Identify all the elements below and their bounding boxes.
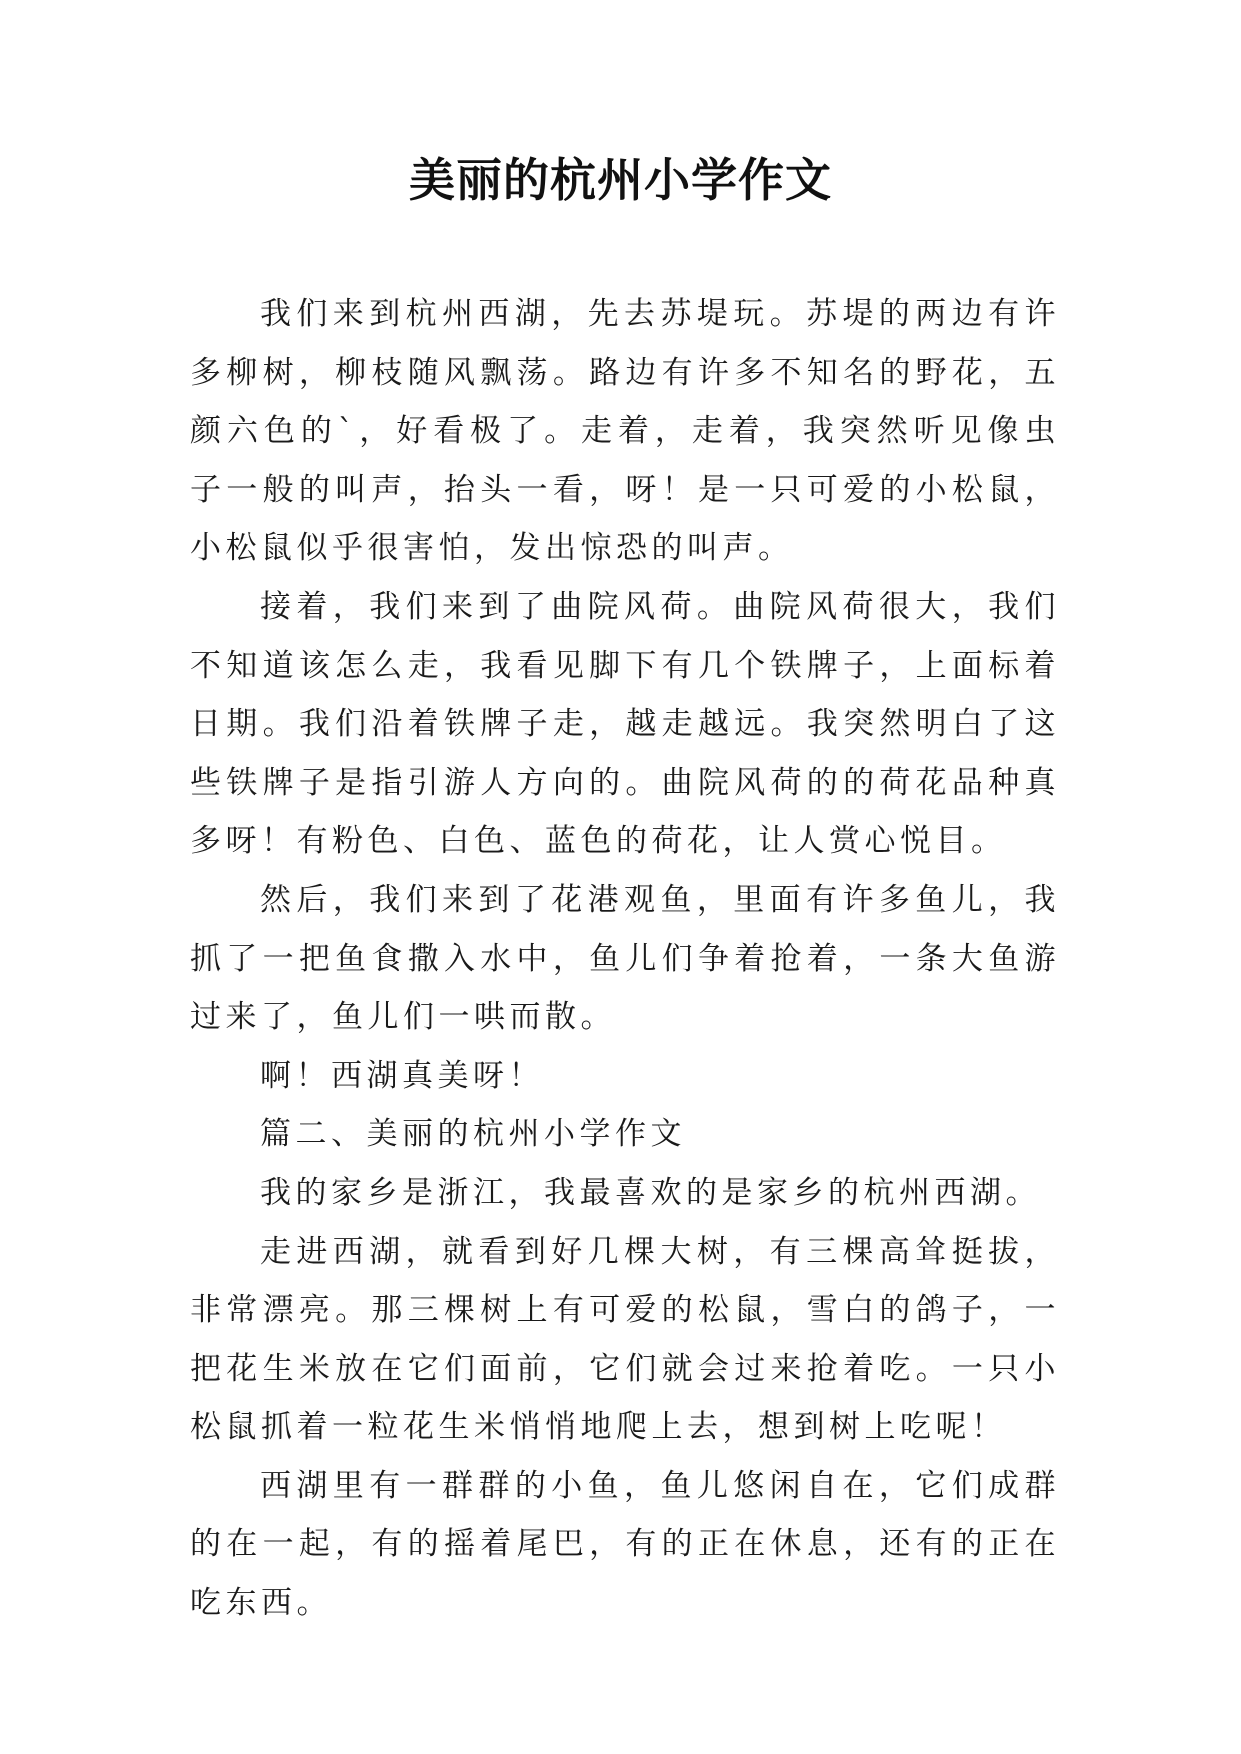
paragraph-quyuan-fenghe: 接着，我们来到了曲院风荷。曲院风荷很大，我们不知道该怎么走，我看见脚下有几个铁牌子，上面标着日期。我们沿着铁牌子走，越走越远。我突然明白了这些铁牌子是指引游人方向的。曲院风荷的的荷花品种真多呀！有粉色、白色、蓝色的荷花，让人赏心悦目。 (190, 588, 1060, 860)
document-body (190, 285, 1060, 1633)
section-heading-part-two: 篇二、美丽的杭州小学作文 (260, 1116, 686, 1153)
paragraph-hometown: 我的家乡是浙江，我最喜欢的是家乡的杭州西湖。 (260, 1174, 1041, 1211)
paragraph-huagang-guanyu: 然后，我们来到了花港观鱼，里面有许多鱼儿，我抓了一把鱼食撒入水中，鱼儿们争着抢着，一条大鱼游过来了，鱼儿们一哄而散。 (190, 881, 1060, 1036)
paragraph-su-causeway: 我们来到杭州西湖，先去苏堤玩。苏堤的两边有许多柳树，柳枝随风飘荡。路边有许多不知名的野花，五颜六色的`，好看极了。走着，走着，我突然听见像虫子一般的叫声，抬头一看，呀！是一只可爱的小松鼠，小松鼠似乎很害怕，发出惊恐的叫声。 (190, 296, 1060, 567)
paragraph-exclamation: 啊！西湖真美呀！ (260, 1057, 544, 1094)
paragraph-trees: 走进西湖，就看到好几棵大树，有三棵高耸挺拔，非常漂亮。那三棵树上有可爱的松鼠，雪白的鸽子，一把花生米放在它们面前，它们就会过来抢着吃。一只小松鼠抓着一粒花生米悄悄地爬上去，想到树上吃呢！ (190, 1233, 1060, 1446)
document-title: 美丽的杭州小学作文 (409, 153, 832, 207)
paragraph-fish: 西湖里有一群群的小鱼，鱼儿悠闲自在，它们成群的在一起，有的摇着尾巴，有的正在休息，还有的正在吃东西。 (190, 1467, 1060, 1622)
